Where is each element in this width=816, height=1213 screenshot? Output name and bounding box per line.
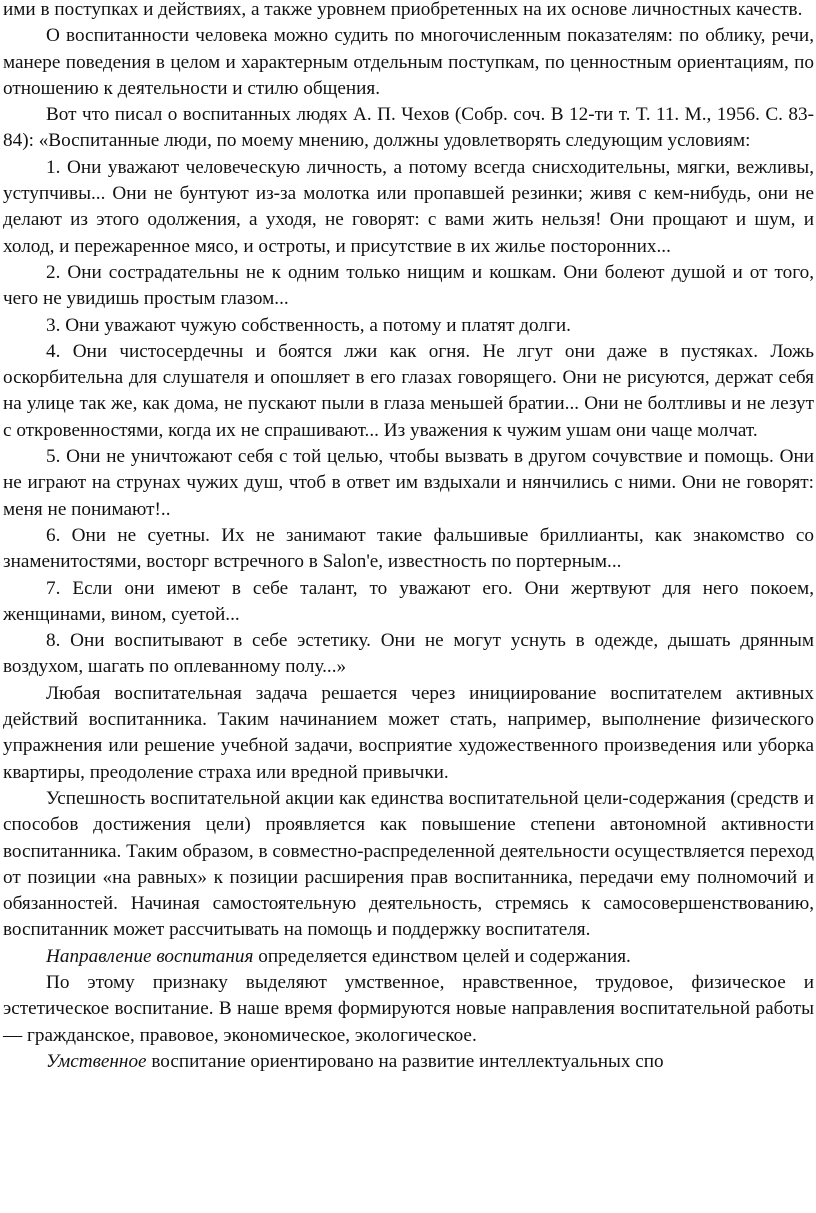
paragraph-text: определяется единством целей и содержания. xyxy=(253,945,631,967)
paragraph-condition-7: 7. Если они имеют в себе талант, то уважают его. Они жертвуют для него покоем, женщинами, вином, суетой... xyxy=(3,577,814,625)
paragraph-mental-upbringing xyxy=(3,1049,814,1075)
paragraph-chekhov-intro: Вот что писал о воспитанных людях А. П. Чехов (Собр. соч. В 12-ти т. Т. 11. М., 1956. С. 83-84): «Воспитанные люди, по моему мнению, должны удовлетворять следующим условиям: xyxy=(3,104,814,152)
paragraph-condition-8: 8. Они воспитывают в себе эстетику. Они не могут уснуть в одежде, дышать дрянным воздухом, шагать по оплеванному полу...» xyxy=(3,630,814,678)
paragraph-upbringing-indicators: О воспитанности человека можно судить по многочисленным показателям: по облику, речи, манере поведения в целом и характерным отдельным поступкам, по ценностным ориентациям, по отношению к деятельности и стилю общения. xyxy=(3,25,814,99)
paragraph-condition-2: 2. Они сострадательны не к одним только нищим и кошкам. Они болеют душой и от того, чего не увидишь простым глазом... xyxy=(3,261,814,310)
paragraph-direction-of-upbringing xyxy=(3,944,814,970)
paragraph-directions-list: По этому признаку выделяют умственное, нравственное, трудовое, физическое и эстетическое воспитание. В наше время формируются новые направления воспитательной работы — гражданское, правовое, экономическое, экологическое. xyxy=(3,971,814,1046)
paragraph-condition-3: 3. Они уважают чужую собственность, а потому и платят долги. xyxy=(46,314,571,336)
paragraph-continuation: ими в поступках и действиях, а также уровнем приобретенных на их основе личностных качеств. xyxy=(3,0,803,20)
paragraph-educational-success: Успешность воспитательной акции как единства воспитательной цели-содержания (средств и способов достижения цели) проявляется как повышение степени автономной активности воспитанника. Таким образом, в совместно-распределенной деятельности осуществляется переход от позиции «на равных» к позиции расширения прав воспитанника, передачи ему полномочий и обязанностей. Начиная самостоятельную деятельность, стремясь к самосовершенствованию, воспитанник может рассчитывать на помощь и поддержку воспитателя. xyxy=(3,787,814,941)
paragraph-text: воспитание ориентировано на развитие интеллектуальных спо xyxy=(146,1050,664,1072)
italic-term-direction: Направление воспитания xyxy=(46,945,254,967)
paragraph-condition-6: 6. Они не суетны. Их не занимают такие фальшивые бриллианты, как знакомство со знаменитостями, восторг встречного в Salon'e, известность по портерным... xyxy=(3,524,814,573)
paragraph-condition-4: 4. Они чистосердечны и боятся лжи как огня. Не лгут они даже в пустяках. Ложь оскорбительна для слушателя и опошляет в его глазах говорящего. Они не рисуются, держат себя на улице так же, как дома, не пускают пыли в глаза меньшей братии... Они не болтливы и не лезут с откровенностями, когда их не спрашивают... Из уважения к чужим ушам они чаще молчат. xyxy=(3,340,814,441)
paragraph-condition-1: 1. Они уважают человеческую личность, а потому всегда снисходительны, мягки, вежливы, уступчивы... Они не бунтуют из-за молотка или пропавшей резинки; живя с кем-нибудь, они не делают из этого одолжения, а уходя, не говорят: с вами жить нельзя! Они прощают и шум, и холод, и пережаренное мясо, и остроты, и присутствие в их жилье посторонних... xyxy=(3,156,814,257)
paragraph-educational-task: Любая воспитательная задача решается через инициирование воспитателем активных действий воспитанника. Таким начинанием может стать, например, выполнение физического упражнения или решение учебной задачи, восприятие художественного произведения или уборка квартиры, преодоление страха или вредной привычки. xyxy=(3,682,814,783)
paragraph-condition-5: 5. Они не уничтожают себя с той целью, чтобы вызвать в другом сочувствие и помощь. Они не играют на струнах чужих душ, чтоб в ответ им вздыхали и нянчились с ними. Они не говорят: меня не понимают!.. xyxy=(3,446,814,520)
italic-term-mental: Умственное xyxy=(46,1050,147,1072)
